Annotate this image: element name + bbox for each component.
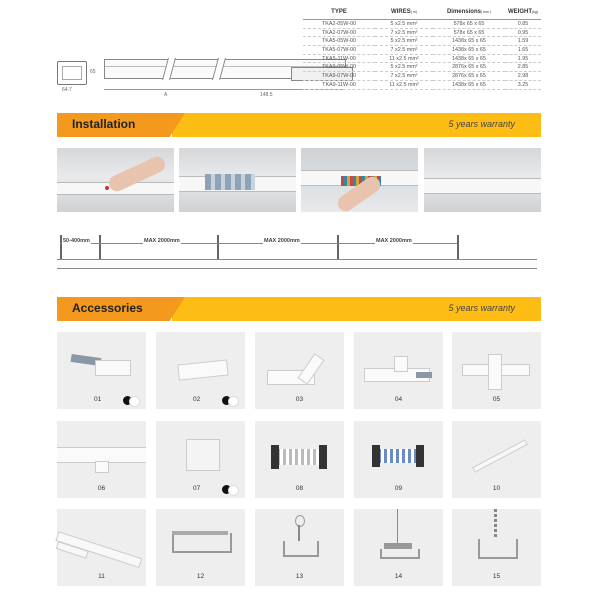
accessory-number: 05 — [492, 396, 501, 403]
connector-clip — [205, 174, 255, 190]
accessory-tile — [255, 421, 344, 498]
spec-row — [303, 63, 541, 72]
accessory-number: 07 — [193, 485, 201, 492]
end-dimension: 148.5 — [260, 92, 273, 98]
install-photo-4 — [424, 148, 541, 212]
accessories-warranty: 5 years warranty — [448, 303, 515, 313]
spec-cell-weight: 2.98 — [505, 72, 541, 81]
spec-cell-type: TKA2-07W-00 — [303, 28, 375, 37]
spacing-max-label: MAX 2000mm — [376, 238, 412, 244]
width-dimension: 64.7 — [62, 87, 72, 93]
rail-line — [57, 259, 537, 269]
suspension-spacing-diagram — [57, 235, 537, 275]
spec-cell-wires: 7 x2.5 mm² — [375, 28, 433, 37]
accessory-number: 10 — [492, 485, 501, 492]
col-type: TYPE — [331, 9, 347, 15]
accessory-number: 09 — [394, 485, 403, 492]
spec-cell-weight: 1.65 — [505, 46, 541, 55]
spec-cell-wires: 5 x2.5 mm² — [375, 37, 433, 46]
spacing-max-label: MAX 2000mm — [144, 238, 180, 244]
accessory-number: 15 — [492, 573, 501, 580]
spec-row — [303, 54, 541, 63]
spec-cell-type: TKA5-11W-00 — [303, 54, 375, 63]
suspension-post — [217, 235, 219, 259]
spec-cell-weight: 2.85 — [505, 63, 541, 72]
accessory-tile — [354, 332, 443, 409]
spec-cell-type: TKA9-07W-00 — [303, 72, 375, 81]
accessory-number: 06 — [97, 485, 106, 492]
spec-cell-weight: 0.85 — [505, 20, 541, 29]
height-dimension: 65 — [90, 69, 96, 75]
accessory-tile — [156, 332, 245, 409]
spec-row — [303, 46, 541, 55]
suspension-post — [99, 235, 101, 259]
spec-cell-wires: 7 x2.5 mm² — [375, 46, 433, 55]
accessory-tile — [57, 332, 146, 409]
spec-cell-type: TKA5-05W-00 — [303, 37, 375, 46]
col-dimensions: Dimensions( mm ) — [446, 9, 492, 15]
spec-cell-dimensions: 1438x 65 x 65 — [433, 80, 505, 89]
spec-cell-dimensions: 578x 65 x 65 — [433, 20, 505, 29]
accessory-tile — [156, 421, 245, 498]
spec-cell-wires: 11 x2.5 mm² — [375, 80, 433, 89]
accessory-tile — [452, 509, 541, 586]
indicator-dot — [105, 186, 109, 190]
spec-cell-weight: 1.95 — [505, 54, 541, 63]
rail-technical-drawing — [52, 55, 302, 100]
spec-cell-wires: 5 x2.5 mm² — [375, 63, 433, 72]
accessory-number: 13 — [295, 573, 304, 580]
installation-banner — [57, 113, 541, 137]
white-swatch — [129, 396, 140, 407]
color-options — [222, 396, 238, 405]
spec-cell-type: TKA2-05W-00 — [303, 20, 375, 29]
break-mark — [212, 58, 226, 80]
accessory-number: 01 — [94, 396, 102, 403]
color-options — [123, 396, 139, 405]
accessories-banner — [57, 297, 541, 321]
install-photo-2 — [179, 148, 296, 212]
color-options — [222, 485, 238, 494]
spec-table — [303, 5, 541, 90]
accessory-tile — [57, 509, 146, 586]
spec-row — [303, 80, 541, 89]
installation-title: Installation — [72, 117, 136, 131]
accessory-tile — [255, 509, 344, 586]
install-photo-1 — [57, 148, 174, 212]
track-rail — [424, 178, 541, 194]
spec-cell-type: TKA5-07W-00 — [303, 46, 375, 55]
accessories-title: Accessories — [72, 301, 143, 315]
spacing-max-label: MAX 2000mm — [264, 238, 300, 244]
spec-cell-dimensions: 1438x 65 x 65 — [433, 54, 505, 63]
col-wires: WIRES( m) — [391, 9, 417, 15]
accessory-tile — [57, 421, 146, 498]
install-photo-3 — [301, 148, 418, 212]
accessory-number: 14 — [394, 573, 403, 580]
spec-cell-weight: 0.95 — [505, 28, 541, 37]
accessory-tile — [255, 332, 344, 409]
length-dimension: A — [164, 92, 168, 98]
accessory-tile — [452, 421, 541, 498]
accessory-tile — [156, 509, 245, 586]
spec-row — [303, 37, 541, 46]
spec-cell-dimensions: 1438x 65 x 65 — [433, 46, 505, 55]
spec-cell-type: TKA9-05W-00 — [303, 63, 375, 72]
spec-row — [303, 72, 541, 81]
accessory-number: 02 — [193, 396, 201, 403]
break-mark — [162, 58, 176, 80]
spec-cell-type: TKA9-11W-00 — [303, 80, 375, 89]
spec-cell-dimensions: 2876x 65 x 65 — [433, 63, 505, 72]
col-weight: WEIGHT(kg) — [507, 9, 539, 15]
spec-cell-dimensions: 2876x 65 x 65 — [433, 72, 505, 81]
spec-cell-weight: 3.25 — [505, 80, 541, 89]
accessory-tile — [354, 421, 443, 498]
accessory-number: 11 — [98, 573, 105, 580]
accessory-number: 04 — [394, 396, 403, 403]
spec-cell-wires: 7 x2.5 mm² — [375, 72, 433, 81]
suspension-post — [457, 235, 459, 259]
accessory-tile — [354, 509, 443, 586]
suspension-post — [337, 235, 339, 259]
white-swatch — [228, 396, 239, 407]
spec-cell-wires: 11 x2.5 mm² — [375, 54, 433, 63]
spec-row — [303, 28, 541, 37]
accessory-number: 12 — [196, 573, 205, 580]
installation-warranty: 5 years warranty — [448, 119, 515, 129]
spec-cell-dimensions: 1438x 65 x 65 — [433, 37, 505, 46]
spec-cell-dimensions: 578x 65 x 65 — [433, 28, 505, 37]
accessory-number: 08 — [295, 485, 304, 492]
spec-cell-weight: 1.59 — [505, 37, 541, 46]
spacing-start-label: 50-400mm — [63, 238, 90, 244]
accessory-number: 03 — [295, 396, 304, 403]
accessory-tile — [452, 332, 541, 409]
white-swatch — [228, 485, 239, 496]
rail-profile-section — [57, 61, 87, 85]
spec-row — [303, 20, 541, 29]
spec-cell-wires: 5 x2.5 mm² — [375, 20, 433, 29]
